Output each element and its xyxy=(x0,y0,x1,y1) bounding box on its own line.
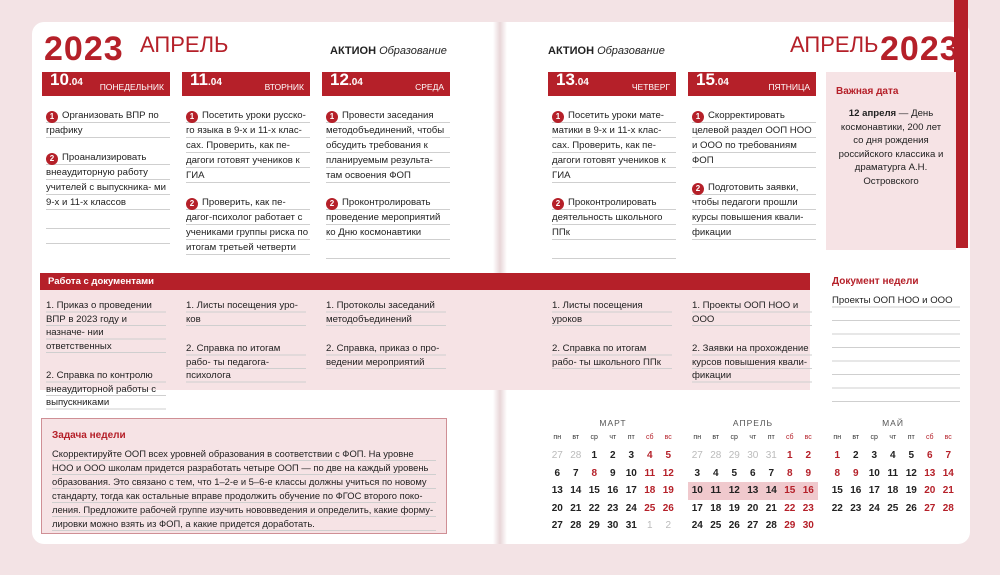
brand-left: АКТИОН Образование xyxy=(330,45,447,57)
calendar-day: 9 xyxy=(852,467,859,479)
calendar-month-name: МАРТ xyxy=(599,418,627,428)
calendar-day: 24 xyxy=(625,502,637,514)
calendar-day: 11 xyxy=(887,467,899,479)
calendar-day: 17 xyxy=(868,485,880,496)
documents-section xyxy=(40,273,810,408)
calendar-day: 25 xyxy=(887,502,899,514)
month-left: АПРЕЛЬ xyxy=(140,32,229,57)
calendar-day: 6 xyxy=(749,467,756,479)
calendar-day: 24 xyxy=(691,520,703,531)
calendar-day: 23 xyxy=(607,502,619,514)
documents-column: 1. Приказ о проведении ВПР в 2023 году и назначе- нии ответственных 2. Справка по контролю внеаудиторной работы с выпускниками xyxy=(46,299,166,416)
calendar-day: 22 xyxy=(831,502,843,514)
day-column: 11.04 ВТОРНИК 1 Посетить уроки русско- го языка в 9-х и 11-х клас- сах. Проверить, как пе- дагоги готовят учеников к ГИА 2 Проверить, как пе- дагог-психолог работает с учениками группы риска по итогам третьей четверти xyxy=(182,72,310,255)
calendar-day: 26 xyxy=(662,502,674,514)
calendar-day: 28 xyxy=(710,450,722,461)
calendar-day: 1 xyxy=(591,450,598,461)
calendar-day: 30 xyxy=(607,520,619,531)
calendar-day: 31 xyxy=(765,450,777,461)
task-of-week-text: Скорректируйте ООП всех уровней образования в соответствии с ФОП. На уровне НОО и ООО школам придется разработать четыре ООП — по две на каждый уровень образования. Это связано с тем, что 1–2-е и 5–6-е классы должны учиться по новому стандарту, тогда как остальные вправе продолжить обучение по ФГОС второго поко- ления. Предложите рабочей группе изучить нововведения и определить, какие форму- лировки можно взять из ФОП, а какие придется доработать. xyxy=(52,447,436,531)
calendar-day: 22 xyxy=(588,502,600,514)
calendar-day: 4 xyxy=(889,450,896,461)
weekday-header: вт xyxy=(852,434,860,441)
month-right: АПРЕЛЬ xyxy=(790,32,879,57)
calendar-day: 17 xyxy=(625,485,637,496)
mini-calendar xyxy=(548,418,678,535)
weekday-header: пн xyxy=(553,434,562,441)
calendar-day: 13 xyxy=(744,482,763,500)
important-date-text: 12 апреля — День космонавтики, 200 лет со дня рождения российского классика и драматурга А.Н. Островского xyxy=(838,108,944,187)
weekday-header: ср xyxy=(870,434,878,441)
mini-calendar xyxy=(828,418,958,517)
weekday-header: сб xyxy=(785,434,794,441)
calendar-day: 28 xyxy=(570,450,582,461)
calendar-day: 14 xyxy=(762,482,781,500)
calendar-day: 19 xyxy=(905,485,917,496)
calendar-day: 11 xyxy=(644,467,656,479)
calendar-day: 10 xyxy=(688,482,707,500)
calendar-day: 1 xyxy=(834,450,841,461)
calendar-day: 28 xyxy=(765,520,777,531)
calendar-grid xyxy=(828,434,958,517)
calendar-day: 4 xyxy=(712,467,719,479)
calendar-day: 8 xyxy=(786,467,793,479)
calendar-day: 21 xyxy=(765,502,777,514)
weekday-header: вс xyxy=(944,434,952,441)
calendar-day: 29 xyxy=(588,520,600,531)
calendar-day: 20 xyxy=(747,502,759,514)
year-right: 2023 xyxy=(880,30,960,68)
calendar-day: 17 xyxy=(691,502,703,514)
calendar-day: 9 xyxy=(805,467,812,479)
weekday-header: пн xyxy=(833,434,842,441)
documents-column: 1. Протоколы заседаний методобъединений 2. Справка, приказ о про- ведении мероприятий xyxy=(326,299,446,375)
calendar-day: 30 xyxy=(747,450,759,461)
calendar-day: 21 xyxy=(570,502,582,514)
calendar-day: 26 xyxy=(905,502,917,514)
calendar-day: 19 xyxy=(662,485,674,496)
calendar-day: 10 xyxy=(625,467,637,479)
day-column: 15.04 ПЯТНИЦА 1 Скорректировать целевой раздел ООП НОО и ООО по требованиям ФОП 2 Подготовить заявки, чтобы педагоги прошли курсы повышения квали- фикации xyxy=(688,72,816,240)
calendar-day: 1 xyxy=(786,450,793,461)
day-column: 12.04 СРЕДА 1 Провести заседания методобъединений, чтобы обсудить требования к планируемым результа- там освоения ФОП 2 Проконтролировать проведение мероприятий ко Дню космонавтики xyxy=(322,72,450,274)
calendar-day: 3 xyxy=(871,450,878,461)
calendar-day: 27 xyxy=(551,520,563,531)
weekday-header: ср xyxy=(730,434,738,441)
weekday-header: вс xyxy=(664,434,672,441)
weekday-header: пт xyxy=(627,434,635,441)
calendar-day: 15 xyxy=(831,485,843,496)
weekday-header: чт xyxy=(889,434,897,441)
calendar-day: 7 xyxy=(945,450,952,461)
calendar-day: 5 xyxy=(665,450,672,461)
calendar-day: 24 xyxy=(868,502,880,514)
documents-column: 1. Листы посещения уро- ков 2. Справка по итогам рабо- ты педагога-психолога xyxy=(186,299,306,389)
calendar-day: 26 xyxy=(728,520,740,531)
calendar-day: 18 xyxy=(644,485,656,496)
calendar-day: 19 xyxy=(728,502,740,514)
weekday-header: вс xyxy=(804,434,812,441)
important-date-box xyxy=(826,72,956,250)
calendar-day: 10 xyxy=(868,467,880,479)
documents-column: 1. Проекты ООП НОО и ООО 2. Заявки на прохождение курсов повышения квали- фикации xyxy=(692,299,812,389)
task-of-week-title: Задача недели xyxy=(52,430,126,441)
calendar-day: 28 xyxy=(570,520,582,531)
calendar-day: 16 xyxy=(850,485,862,496)
calendar-day: 13 xyxy=(551,485,563,496)
weekday-header: пт xyxy=(907,434,915,441)
brand-right: АКТИОН Образование xyxy=(548,45,665,57)
calendar-day: 5 xyxy=(731,467,738,479)
weekday-header: вт xyxy=(712,434,720,441)
task-of-week xyxy=(41,418,447,534)
mini-calendar xyxy=(688,418,818,535)
calendar-day: 6 xyxy=(926,450,933,461)
calendar-day: 2 xyxy=(609,450,616,461)
calendar-day: 3 xyxy=(694,467,701,479)
calendar-day: 23 xyxy=(802,502,814,514)
calendar-day: 12 xyxy=(662,467,674,479)
calendar-day: 25 xyxy=(644,502,656,514)
calendar-day: 8 xyxy=(591,467,598,479)
aktion-logo: АКТИОН xyxy=(548,45,595,57)
day-column: 13.04 ЧЕТВЕРГ 1 Посетить уроки мате- матики в 9-х и 11-х клас- сах. Проверить, как пе- дагоги готовят учеников к ГИА 2 Проконтролировать деятельность школьного ППк xyxy=(548,72,676,274)
calendar-day: 28 xyxy=(942,502,954,514)
weekday-header: вт xyxy=(572,434,580,441)
calendar-day: 21 xyxy=(942,485,954,496)
year-left: 2023 xyxy=(44,30,124,68)
document-of-week xyxy=(832,276,960,404)
calendar-month-name: МАЙ xyxy=(882,418,904,428)
calendar-day: 7 xyxy=(768,467,775,479)
calendar-day: 18 xyxy=(710,502,722,514)
weekday-header: сб xyxy=(925,434,934,441)
weekday-header: пт xyxy=(767,434,775,441)
calendar-day: 14 xyxy=(570,485,582,496)
calendar-day: 9 xyxy=(609,467,616,479)
calendar-day: 8 xyxy=(834,467,841,479)
document-of-week-title: Документ недели xyxy=(832,276,919,287)
calendar-day: 15 xyxy=(781,482,800,500)
calendar-day: 16 xyxy=(799,482,818,500)
calendar-day: 16 xyxy=(607,485,619,496)
calendar-day: 6 xyxy=(554,467,561,479)
calendar-day: 12 xyxy=(905,467,917,479)
important-date-title: Важная дата xyxy=(836,86,899,97)
calendar-day: 25 xyxy=(710,520,722,531)
weekday-header: пн xyxy=(693,434,702,441)
calendar-day: 2 xyxy=(665,520,672,531)
calendar-day: 29 xyxy=(784,520,796,531)
calendar-day: 27 xyxy=(924,502,936,514)
weekday-header: ср xyxy=(590,434,598,441)
calendar-day: 1 xyxy=(646,520,653,531)
documents-title: Работа с документами xyxy=(40,273,810,290)
calendar-day: 14 xyxy=(942,467,954,479)
calendar-day: 12 xyxy=(725,482,744,500)
calendar-day: 13 xyxy=(924,467,936,479)
calendar-day: 30 xyxy=(802,520,814,531)
calendar-day: 20 xyxy=(924,485,936,496)
calendar-grid xyxy=(548,434,678,535)
calendar-day: 27 xyxy=(551,450,563,461)
calendar-day: 29 xyxy=(728,450,740,461)
document-of-week-text: Проекты ООП НОО и ООО xyxy=(832,294,960,404)
calendar-day: 4 xyxy=(646,450,653,461)
calendar-day: 7 xyxy=(572,467,579,479)
calendar-day: 20 xyxy=(551,502,563,514)
calendar-day: 27 xyxy=(691,450,703,461)
calendar-grid xyxy=(688,434,818,535)
calendar-day: 2 xyxy=(852,450,859,461)
calendar-month-name: АПРЕЛЬ xyxy=(732,418,774,428)
day-column: 10.04 ПОНЕДЕЛЬНИК 1 Организовать ВПР по графику 2 Проанализировать внеаудиторную работу учителей с выпускника- ми 9-х и 11-х классов xyxy=(42,72,170,244)
weekday-header: чт xyxy=(609,434,617,441)
weekday-header: чт xyxy=(749,434,757,441)
aktion-logo: АКТИОН xyxy=(330,45,377,57)
calendar-day: 31 xyxy=(625,520,637,531)
calendar-day: 22 xyxy=(784,502,796,514)
calendar-day: 15 xyxy=(588,485,600,496)
calendar-day: 27 xyxy=(747,520,759,531)
calendar-day: 11 xyxy=(707,482,726,500)
calendar-day: 2 xyxy=(805,450,812,461)
calendar-day: 23 xyxy=(850,502,862,514)
weekday-header: сб xyxy=(645,434,654,441)
documents-column: 1. Листы посещения уроков 2. Справка по итогам рабо- ты школьного ППк xyxy=(552,299,672,375)
calendar-day: 3 xyxy=(628,450,635,461)
calendar-day: 18 xyxy=(887,485,899,496)
calendar-day: 5 xyxy=(908,450,915,461)
